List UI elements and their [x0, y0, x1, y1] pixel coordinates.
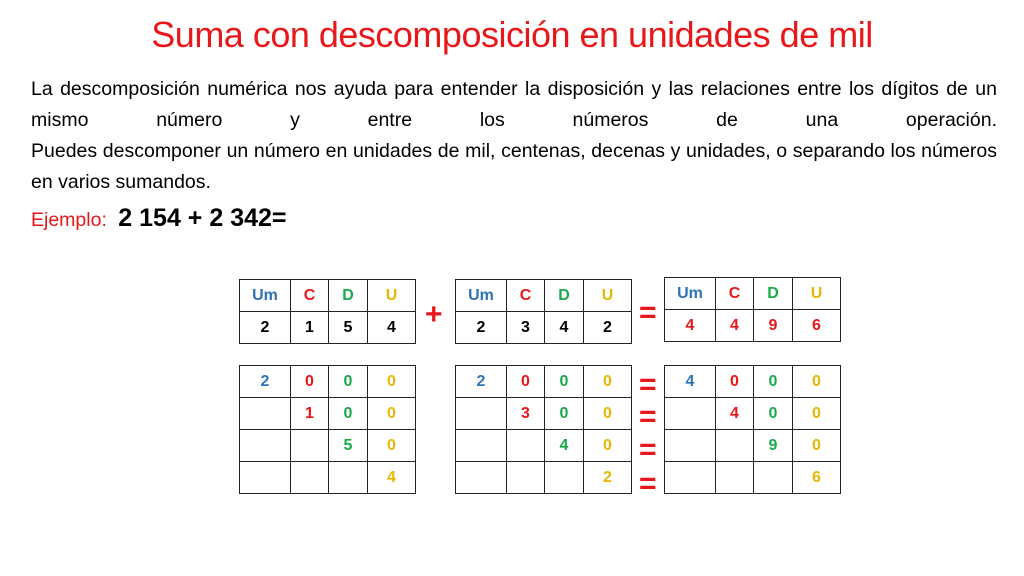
digit-cell: 1 [291, 312, 329, 344]
decomposition-table-result [664, 365, 841, 494]
digit-cell [665, 462, 716, 494]
header-c: C [716, 278, 754, 310]
digit-cell: 3 [507, 312, 545, 344]
number-table-second [455, 279, 632, 344]
example-label: Ejemplo: [31, 209, 107, 231]
digit-cell [665, 430, 716, 462]
digit-cell: 0 [368, 366, 416, 398]
equals-sign: = [639, 368, 657, 401]
intro-paragraph-1: La descomposición numérica nos ayuda para entender la disposición y las relaciones entre los dígitos de un mismo número y entre los números de una operación. [31, 78, 997, 131]
number-table-result [664, 277, 841, 342]
digit-cell: 2 [456, 312, 507, 344]
header-um: Um [456, 280, 507, 312]
digit-cell: 5 [329, 312, 368, 344]
digit-cell: 0 [754, 398, 793, 430]
header-c: C [507, 280, 545, 312]
digit-cell: 0 [584, 366, 632, 398]
digit-cell: 9 [754, 430, 793, 462]
digit-cell: 4 [716, 398, 754, 430]
digit-cell [754, 462, 793, 494]
equals-sign: = [639, 400, 657, 433]
header-u: U [584, 280, 632, 312]
header-d: D [329, 280, 368, 312]
header-d: D [754, 278, 793, 310]
digit-cell: 0 [793, 398, 841, 430]
digit-cell: 0 [584, 398, 632, 430]
digit-cell [240, 430, 291, 462]
decomposition-table-first [239, 365, 416, 494]
digit-cell: 4 [368, 462, 416, 494]
digit-cell: 9 [754, 310, 793, 342]
equals-sign: = [639, 296, 657, 329]
digit-cell: 2 [584, 312, 632, 344]
decomposition-table-second [455, 365, 632, 494]
digit-cell: 3 [507, 398, 545, 430]
digit-cell: 0 [793, 430, 841, 462]
example-expression: 2 154 + 2 342= [118, 204, 287, 232]
digit-cell: 0 [291, 366, 329, 398]
digit-cell: 0 [329, 366, 368, 398]
digit-cell: 0 [793, 366, 841, 398]
digit-cell [716, 430, 754, 462]
equals-sign: = [639, 433, 657, 466]
digit-cell [240, 398, 291, 430]
digit-cell [545, 462, 584, 494]
digit-cell: 0 [368, 430, 416, 462]
header-u: U [368, 280, 416, 312]
digit-cell: 6 [793, 310, 841, 342]
digit-cell [456, 398, 507, 430]
digit-cell [716, 462, 754, 494]
digit-cell: 1 [291, 398, 329, 430]
equals-sign: = [639, 467, 657, 500]
header-c: C [291, 280, 329, 312]
plus-sign: + [425, 298, 443, 331]
header-u: U [793, 278, 841, 310]
number-table-first [239, 279, 416, 344]
header-d: D [545, 280, 584, 312]
digit-cell: 2 [584, 462, 632, 494]
digit-cell: 0 [716, 366, 754, 398]
digit-cell: 0 [545, 398, 584, 430]
digit-cell [240, 462, 291, 494]
digit-cell: 6 [793, 462, 841, 494]
digit-cell [456, 430, 507, 462]
intro-paragraph-2: Puedes descomponer un número en unidades de mil, centenas, decenas y unidades, o separando los números en varios sumandos. [31, 140, 997, 193]
digit-cell: 4 [545, 312, 584, 344]
digit-cell: 0 [329, 398, 368, 430]
header-um: Um [665, 278, 716, 310]
page-title: Suma con descomposición en unidades de mil [151, 14, 873, 55]
example-line [31, 204, 287, 233]
digit-cell [291, 462, 329, 494]
digit-cell [456, 462, 507, 494]
digit-cell [507, 462, 545, 494]
digit-cell: 0 [584, 430, 632, 462]
digit-cell: 0 [754, 366, 793, 398]
digit-cell: 4 [716, 310, 754, 342]
digit-cell: 5 [329, 430, 368, 462]
digit-cell: 2 [240, 366, 291, 398]
digit-cell [507, 430, 545, 462]
digit-cell [329, 462, 368, 494]
header-um: Um [240, 280, 291, 312]
digit-cell: 4 [665, 310, 716, 342]
digit-cell: 4 [368, 312, 416, 344]
digit-cell [665, 398, 716, 430]
digit-cell: 0 [545, 366, 584, 398]
digit-cell: 4 [665, 366, 716, 398]
digit-cell: 2 [456, 366, 507, 398]
digit-cell: 0 [368, 398, 416, 430]
digit-cell: 2 [240, 312, 291, 344]
digit-cell: 4 [545, 430, 584, 462]
digit-cell [291, 430, 329, 462]
digit-cell: 0 [507, 366, 545, 398]
